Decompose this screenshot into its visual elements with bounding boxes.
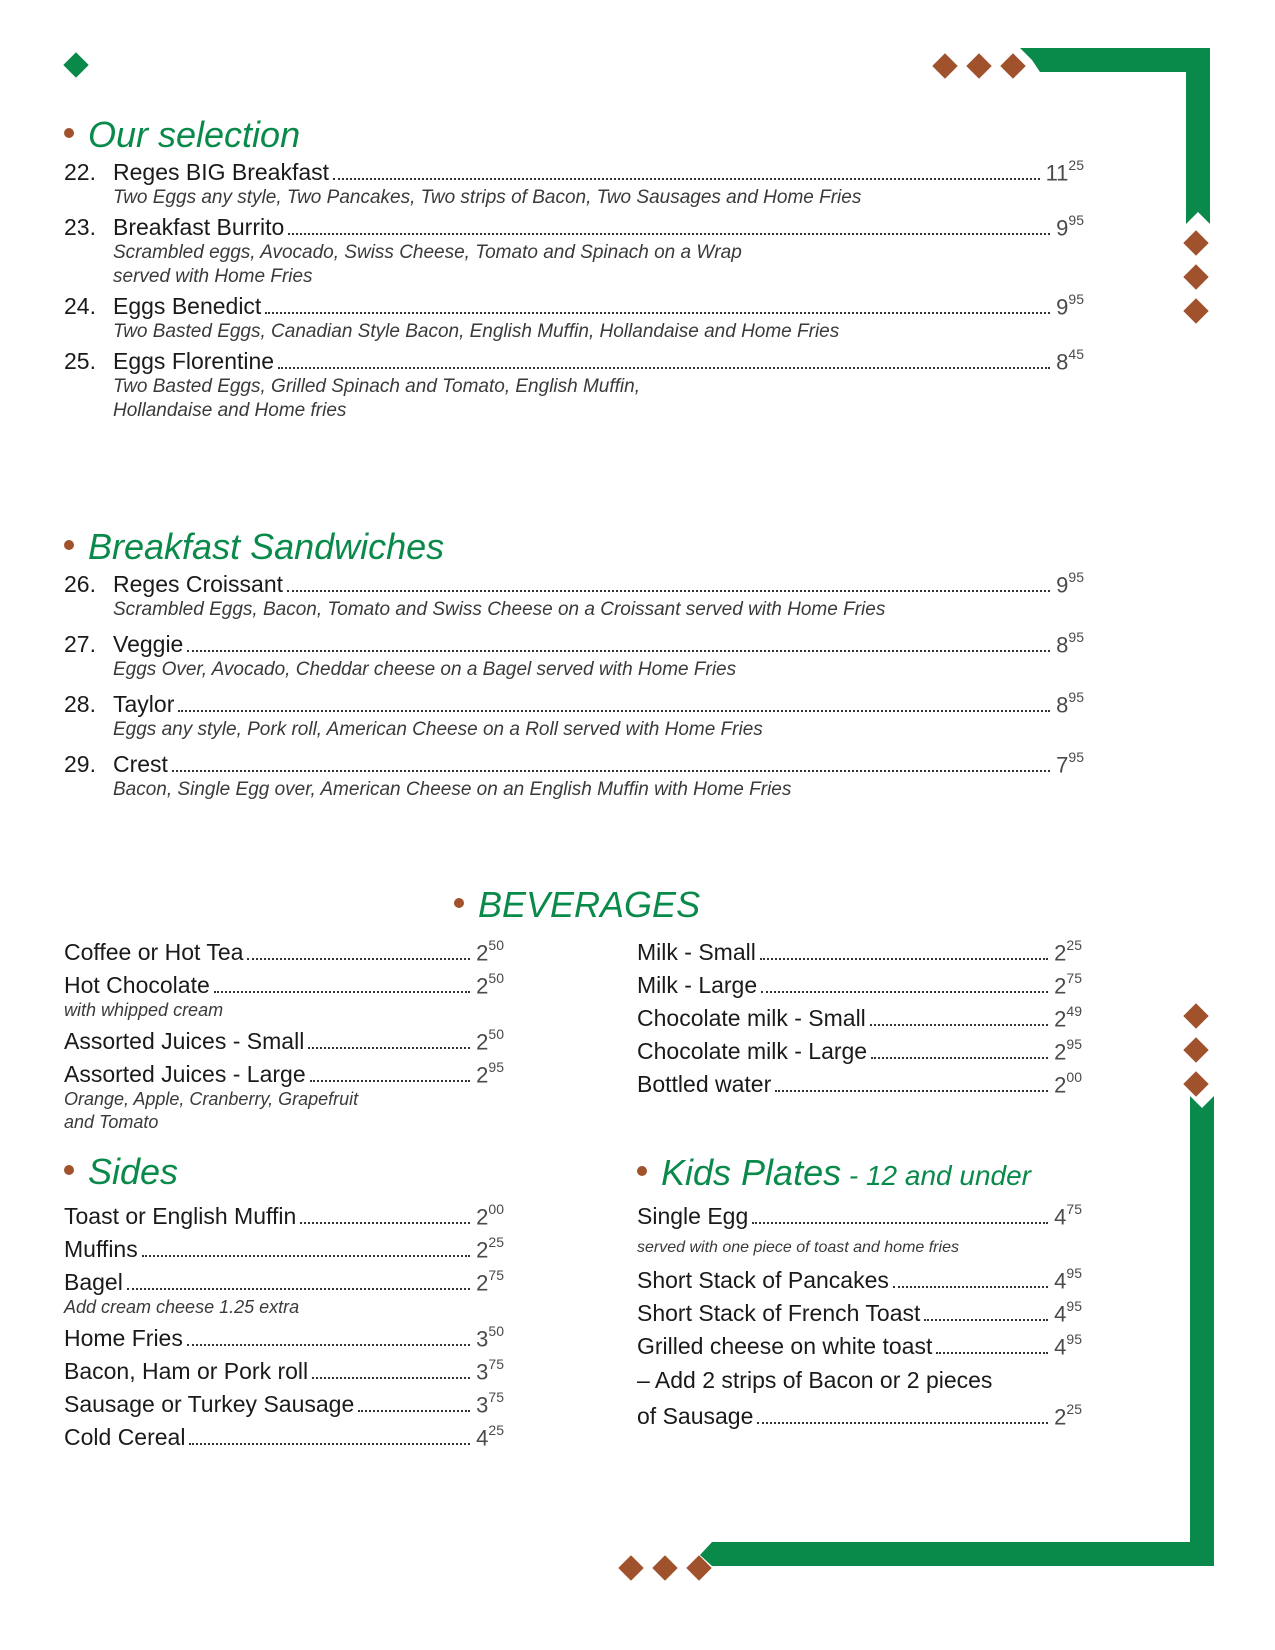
dot-leader [870, 1024, 1048, 1026]
menu-item-row [637, 966, 1082, 999]
breakfast-sandwiches-list [64, 568, 1084, 808]
menu-item-row [64, 290, 1084, 320]
item-name: Reges Croissant [113, 571, 284, 597]
price-cents: 25 [488, 1233, 504, 1250]
dot-leader [187, 650, 1050, 652]
menu-item-row [64, 1022, 504, 1055]
menu-item [64, 688, 1084, 742]
item-description: Scrambled Eggs, Bacon, Tomato and Swiss Cheese on a Croissant served with Home Fries [113, 599, 886, 620]
brown-diamond-icon [932, 53, 957, 78]
price-dollars: 2 [476, 1204, 489, 1229]
dot-leader [278, 367, 1050, 369]
item-name: Bacon, Ham or Pork roll [64, 1358, 309, 1384]
item-name: Breakfast Burrito [113, 214, 285, 240]
price-cents: 95 [1068, 211, 1084, 228]
menu-item-row [64, 211, 1084, 241]
price-dollars: 2 [1054, 1072, 1067, 1097]
price-cents: 25 [1066, 936, 1082, 953]
item-name: Reges BIG Breakfast [113, 159, 330, 185]
dot-leader [265, 312, 1050, 314]
price-dollars: 3 [476, 1359, 489, 1384]
item-name: Veggie [113, 631, 184, 657]
menu-item [64, 156, 1084, 210]
item-description: Scrambled eggs, Avocado, Swiss Cheese, Tomato and Spinach on a Wrap [113, 242, 742, 263]
item-name: Bottled water [637, 1071, 772, 1097]
price-dollars: 2 [476, 1062, 489, 1087]
item-number: 25. [64, 348, 96, 374]
menu-item [64, 290, 1084, 344]
price-cents: 25 [488, 1421, 504, 1438]
section-title-kids-plates: Kids Plates - 12 and under [637, 1153, 1031, 1196]
menu-item [64, 748, 1084, 802]
item-name: Eggs Florentine [113, 348, 275, 374]
item-description: Two Eggs any style, Two Pancakes, Two strips of Bacon, Two Sausages and Home Fries [113, 187, 862, 208]
item-price [476, 1200, 504, 1230]
price-dollars: 2 [476, 1237, 489, 1262]
item-name: Bagel [64, 1269, 123, 1295]
menu-item-row [637, 999, 1082, 1032]
item-price [476, 1058, 504, 1088]
menu-item-row [64, 1352, 504, 1385]
item-price [476, 1322, 504, 1352]
dot-leader [214, 991, 470, 993]
menu-item-row [64, 966, 504, 999]
dot-leader [358, 1410, 470, 1412]
price-dollars: 4 [1054, 1301, 1067, 1326]
item-name: Single Egg [637, 1203, 749, 1229]
item-name: Chocolate milk - Large [637, 1038, 868, 1064]
price-cents: 95 [1066, 1264, 1082, 1281]
menu-item-row [64, 1197, 504, 1230]
kids-plates-list [637, 1197, 1082, 1360]
menu-item-row [637, 1327, 1082, 1360]
menu-item-row [637, 1294, 1082, 1327]
item-name: Eggs Benedict [113, 293, 262, 319]
item-price [1054, 1002, 1082, 1032]
dot-leader [757, 1422, 1048, 1424]
item-price [476, 1233, 504, 1263]
price-cents: 50 [488, 936, 504, 953]
kids-plates-subtitle: - 12 and under [841, 1160, 1032, 1191]
item-name: Muffins [64, 1236, 138, 1262]
price-cents: 95 [488, 1058, 504, 1075]
price-dollars: 2 [476, 973, 489, 998]
dot-leader [893, 1286, 1048, 1288]
price-dollars: 4 [1054, 1204, 1067, 1229]
item-price [1054, 1200, 1082, 1230]
price-cents: 50 [488, 1025, 504, 1042]
menu-item-row [64, 1055, 504, 1088]
section-title-sides: Sides [64, 1152, 178, 1192]
menu-item-row [64, 1230, 504, 1263]
item-name: Short Stack of French Toast [637, 1300, 921, 1326]
section-title-beverages: BEVERAGES [454, 885, 700, 925]
price-cents: 95 [1066, 1035, 1082, 1052]
item-name: Coffee or Hot Tea [64, 939, 244, 965]
item-price [476, 1266, 504, 1296]
item-note: Add cream cheese 1.25 extra [64, 1297, 300, 1317]
item-price [476, 1025, 504, 1055]
price-cents: 95 [1068, 688, 1084, 705]
item-price [1045, 156, 1084, 186]
dot-leader [760, 958, 1048, 960]
beverages-left-list [64, 933, 504, 1134]
brown-diamond-icon [1183, 264, 1208, 289]
menu-item-row [637, 933, 1082, 966]
dot-leader [936, 1352, 1048, 1354]
item-note: with whipped cream [64, 1000, 224, 1020]
dot-leader [775, 1090, 1048, 1092]
dot-leader [333, 178, 1040, 180]
dot-leader [871, 1057, 1048, 1059]
item-price [1054, 969, 1082, 999]
item-description: Bacon, Single Egg over, American Cheese on an English Muffin with Home Fries [113, 779, 792, 800]
item-description: served with Home Fries [113, 266, 313, 287]
price-dollars: 4 [1054, 1334, 1067, 1359]
price-cents: 00 [1066, 1068, 1082, 1085]
brown-diamond-icon [1183, 1037, 1208, 1062]
addon-row [637, 1397, 1082, 1430]
item-number: 26. [64, 571, 96, 597]
item-description: Two Basted Eggs, Canadian Style Bacon, English Muffin, Hollandaise and Home Fries [113, 321, 840, 342]
dot-leader [247, 958, 470, 960]
item-price [1056, 290, 1084, 320]
brown-diamond-icon [652, 1555, 677, 1580]
menu-item-row [64, 345, 1084, 375]
dot-leader [761, 991, 1048, 993]
item-name: Toast or English Muffin [64, 1203, 297, 1229]
price-cents: 75 [488, 1266, 504, 1283]
dot-leader [178, 710, 1050, 712]
price-dollars: 9 [1056, 572, 1069, 597]
item-number: 29. [64, 751, 96, 777]
price-dollars: 2 [1054, 1039, 1067, 1064]
item-name: Assorted Juices - Large [64, 1061, 306, 1087]
price-dollars: 2 [476, 940, 489, 965]
sides-list [64, 1197, 504, 1451]
dot-leader [924, 1319, 1048, 1321]
price-dollars: 8 [1056, 692, 1069, 717]
price-cents: 95 [1068, 748, 1084, 765]
item-price [1056, 688, 1084, 718]
section-title-our-selection: Our selection [64, 115, 300, 155]
our-selection-list [64, 156, 1084, 424]
brown-diamond-icon [1183, 1003, 1208, 1028]
item-name: Taylor [113, 691, 175, 717]
bullet-icon [64, 128, 74, 138]
item-name: Sausage or Turkey Sausage [64, 1391, 355, 1417]
price-dollars: 11 [1045, 160, 1069, 185]
kids-plates-addon [637, 1364, 1082, 1430]
item-number: 23. [64, 214, 96, 240]
item-price [1054, 1035, 1082, 1065]
menu-item-row [637, 1197, 1082, 1230]
bullet-icon [64, 1165, 74, 1175]
item-price [476, 969, 504, 999]
item-name: Milk - Large [637, 972, 758, 998]
item-number: 24. [64, 293, 96, 319]
price-dollars: 2 [1054, 1006, 1067, 1031]
menu-item-row [64, 1319, 504, 1352]
menu-item-row [64, 156, 1084, 186]
price-cents: 75 [488, 1355, 504, 1372]
menu-item [64, 211, 1084, 289]
item-price [1054, 1264, 1082, 1294]
item-name: Grilled cheese on white toast [637, 1333, 933, 1359]
menu-item-row [64, 688, 1084, 718]
item-price [476, 1355, 504, 1385]
item-price [1056, 628, 1084, 658]
item-note: served with one piece of toast and home fries [637, 1239, 959, 1256]
price-dollars: 3 [476, 1392, 489, 1417]
green-diamond-icon [63, 52, 88, 77]
price-dollars: 8 [1056, 632, 1069, 657]
price-cents: 95 [1068, 290, 1084, 307]
dot-leader [142, 1255, 470, 1257]
brown-diamond-icon [1183, 1071, 1208, 1096]
price-dollars: 4 [476, 1425, 489, 1450]
menu-item-row [637, 1261, 1082, 1294]
item-number: 22. [64, 159, 96, 185]
price-cents: 75 [488, 1388, 504, 1405]
dot-leader [312, 1377, 470, 1379]
brown-diamond-icon [966, 53, 991, 78]
menu-item-row [64, 628, 1084, 658]
item-price [1056, 345, 1084, 375]
item-name: Short Stack of Pancakes [637, 1267, 889, 1293]
beverages-right-list [637, 933, 1082, 1098]
item-price [1054, 1068, 1082, 1098]
item-description: Hollandaise and Home fries [113, 400, 347, 421]
item-name: Crest [113, 751, 168, 777]
item-note: and Tomato [64, 1112, 159, 1132]
item-name: Cold Cereal [64, 1424, 186, 1450]
menu-item [64, 628, 1084, 682]
menu-item-row [64, 1418, 504, 1451]
brown-diamond-icon [618, 1555, 643, 1580]
price-cents: 95 [1066, 1297, 1082, 1314]
item-name: Home Fries [64, 1325, 183, 1351]
menu-item-row [64, 1385, 504, 1418]
price-dollars: 2 [1054, 973, 1067, 998]
item-description: Eggs Over, Avocado, Cheddar cheese on a Bagel served with Home Fries [113, 659, 737, 680]
item-price [476, 1388, 504, 1418]
item-description: Eggs any style, Pork roll, American Cheese on a Roll served with Home Fries [113, 719, 763, 740]
item-description: Two Basted Eggs, Grilled Spinach and Tomato, English Muffin, [113, 376, 640, 397]
bullet-icon [454, 898, 464, 908]
price-dollars: 9 [1056, 215, 1069, 240]
price-cents: 25 [1068, 156, 1084, 173]
price-cents: 00 [488, 1200, 504, 1217]
price-dollars: 2 [476, 1029, 489, 1054]
price-dollars: 7 [1056, 752, 1069, 777]
dot-leader [308, 1047, 470, 1049]
item-number: 28. [64, 691, 96, 717]
price-dollars: 2 [1054, 940, 1067, 965]
price-dollars: 9 [1056, 294, 1069, 319]
menu-item-row [64, 748, 1084, 778]
item-price [1054, 1330, 1082, 1360]
item-price [1056, 568, 1084, 598]
bullet-icon [64, 540, 74, 550]
item-price [476, 1421, 504, 1451]
item-price [1054, 936, 1082, 966]
price-dollars: 8 [1056, 349, 1069, 374]
dot-leader [189, 1443, 470, 1445]
dot-leader [752, 1222, 1048, 1224]
price-cents: 95 [1066, 1330, 1082, 1347]
bullet-icon [637, 1166, 647, 1176]
addon-line: – Add 2 strips of Bacon or 2 pieces [637, 1367, 993, 1393]
menu-item-row [637, 1065, 1082, 1098]
brown-diamond-icon [1183, 298, 1208, 323]
price-cents: 45 [1068, 345, 1084, 362]
menu-item-row [64, 933, 504, 966]
dot-leader [287, 590, 1050, 592]
price-cents: 50 [488, 969, 504, 986]
item-number: 27. [64, 631, 96, 657]
dot-leader [187, 1344, 470, 1346]
item-name: Chocolate milk - Small [637, 1005, 866, 1031]
menu-item [64, 345, 1084, 423]
item-note: Orange, Apple, Cranberry, Grapefruit [64, 1089, 359, 1109]
addon-name: of Sausage [637, 1403, 754, 1429]
section-title-breakfast-sandwiches: Breakfast Sandwiches [64, 527, 444, 567]
item-name: Assorted Juices - Small [64, 1028, 305, 1054]
price-cents: 75 [1066, 1200, 1082, 1217]
menu-item-row [637, 1032, 1082, 1065]
item-price [1056, 748, 1084, 778]
dot-leader [127, 1288, 470, 1290]
price-cents: 95 [1068, 628, 1084, 645]
item-price [1054, 1297, 1082, 1327]
price-cents: 49 [1066, 1002, 1082, 1019]
dot-leader [310, 1080, 471, 1082]
dot-leader [288, 233, 1050, 235]
item-name: Milk - Small [637, 939, 756, 965]
menu-item-row [64, 568, 1084, 598]
dot-leader [172, 770, 1050, 772]
item-name: Hot Chocolate [64, 972, 210, 998]
menu-item [64, 568, 1084, 622]
price-cents: 50 [488, 1322, 504, 1339]
price-cents: 95 [1068, 568, 1084, 585]
menu-item-row [64, 1263, 504, 1296]
addon-price: $2^{25}$ [1054, 1400, 1082, 1429]
item-price [476, 936, 504, 966]
dot-leader [300, 1222, 470, 1224]
price-dollars: 4 [1054, 1268, 1067, 1293]
item-price [1056, 211, 1084, 241]
price-dollars: 3 [476, 1326, 489, 1351]
price-dollars: 2 [476, 1270, 489, 1295]
price-cents: 75 [1066, 969, 1082, 986]
